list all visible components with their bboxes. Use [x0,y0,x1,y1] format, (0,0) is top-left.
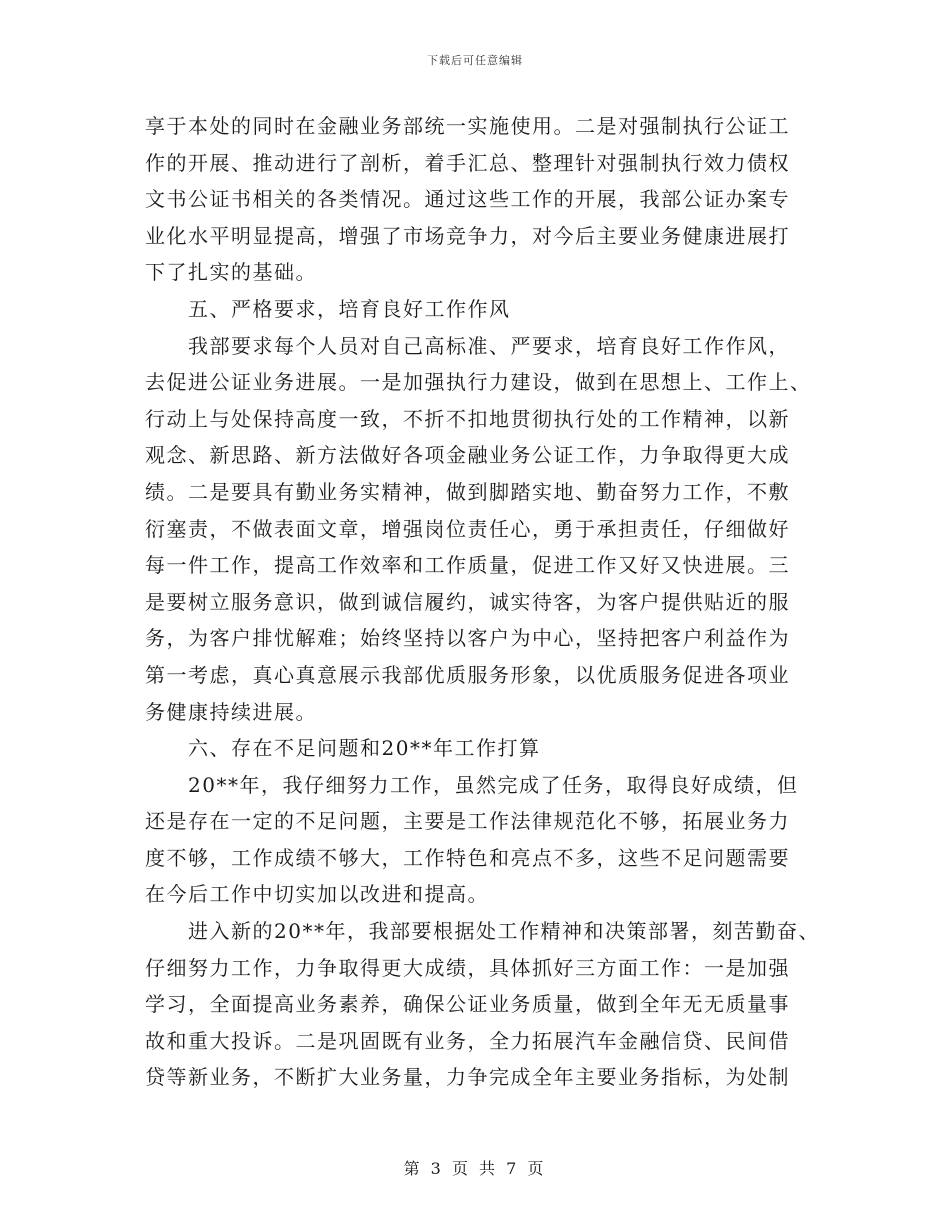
body-line: 第一考虑，真心真意展示我部优质服务形象，以优质服务促进各项业 [145,662,790,687]
section-heading-6: 六、存在不足问题和20**年工作打算 [188,736,541,761]
body-line: 每一件工作，提高工作效率和工作质量，促进工作又好又快进展。三 [145,553,790,578]
page-header-note: 下载后可任意编辑 [427,54,523,67]
body-line: 去促进公证业务进展。一是加强执行力建设，做到在思想上、工作上、 [145,370,812,395]
body-line: 享于本处的同时在金融业务部统一实施使用。二是对强制执行公证工 [145,114,790,138]
body-line: 贷等新业务，不断扩大业务量，力争完成全年主要业务指标，为处制 [145,1065,790,1090]
body-line: 文书公证书相关的各类情况。通过这些工作的开展，我部公证办案专 [145,187,790,212]
body-line: 业化水平明显提高，增强了市场竞争力，对今后主要业务健康进展打 [145,223,790,248]
body-line: 是要树立服务意识，做到诚信履约，诚实待客，为客户提供贴近的服 [145,589,790,614]
body-line: 行动上与处保持高度一致，不折不扣地贯彻执行处的工作精神，以新 [145,406,790,431]
body-line: 在今后工作中切实加以改进和提高。 [145,882,489,907]
document-body [145,108,820,1096]
body-line: 我部要求每个人员对自己高标准、严要求，培育良好工作作风， [188,333,790,358]
body-line: 务，为客户排忧解难；始终坚持以客户为中心，坚持把客户利益作为 [145,626,790,651]
body-line: 务健康持续进展。 [145,699,317,724]
body-line: 作的开展、推动进行了剖析，着手汇总、整理针对强制执行效力债权 [145,150,790,175]
body-line: 20**年，我仔细努力工作，虽然完成了任务，取得良好成绩，但 [188,772,799,797]
body-line: 还是存在一定的不足问题，主要是工作法律规范化不够，拓展业务力 [145,809,790,834]
body-line: 观念、新思路、新方法做好各项金融业务公证工作，力争取得更大成 [145,443,790,468]
body-line: 故和重大投诉。二是巩固既有业务，全力拓展汽车金融信贷、民间借 [145,1028,790,1053]
page-number: 第 3 页 共 7 页 [403,1159,547,1178]
body-line: 学习，全面提高业务素养，确保公证业务质量，做到全年无无质量事 [145,992,790,1017]
body-line: 仔细努力工作，力争取得更大成绩，具体抓好三方面工作：一是加强 [145,955,790,980]
body-line: 下了扎实的基础。 [145,260,317,285]
body-line: 度不够，工作成绩不够大，工作特色和亮点不多，这些不足问题需要 [145,845,790,870]
body-line: 进入新的20**年，我部要根据处工作精神和决策部署，刻苦勤奋、 [188,919,820,944]
body-line: 绩。二是要具有勤业务实精神，做到脚踏实地、勤奋努力工作，不敷 [145,479,790,504]
section-heading-5: 五、严格要求，培育良好工作作风 [188,296,511,321]
body-line: 衍塞责，不做表面文章，增强岗位责任心，勇于承担责任，仔细做好 [145,516,790,541]
